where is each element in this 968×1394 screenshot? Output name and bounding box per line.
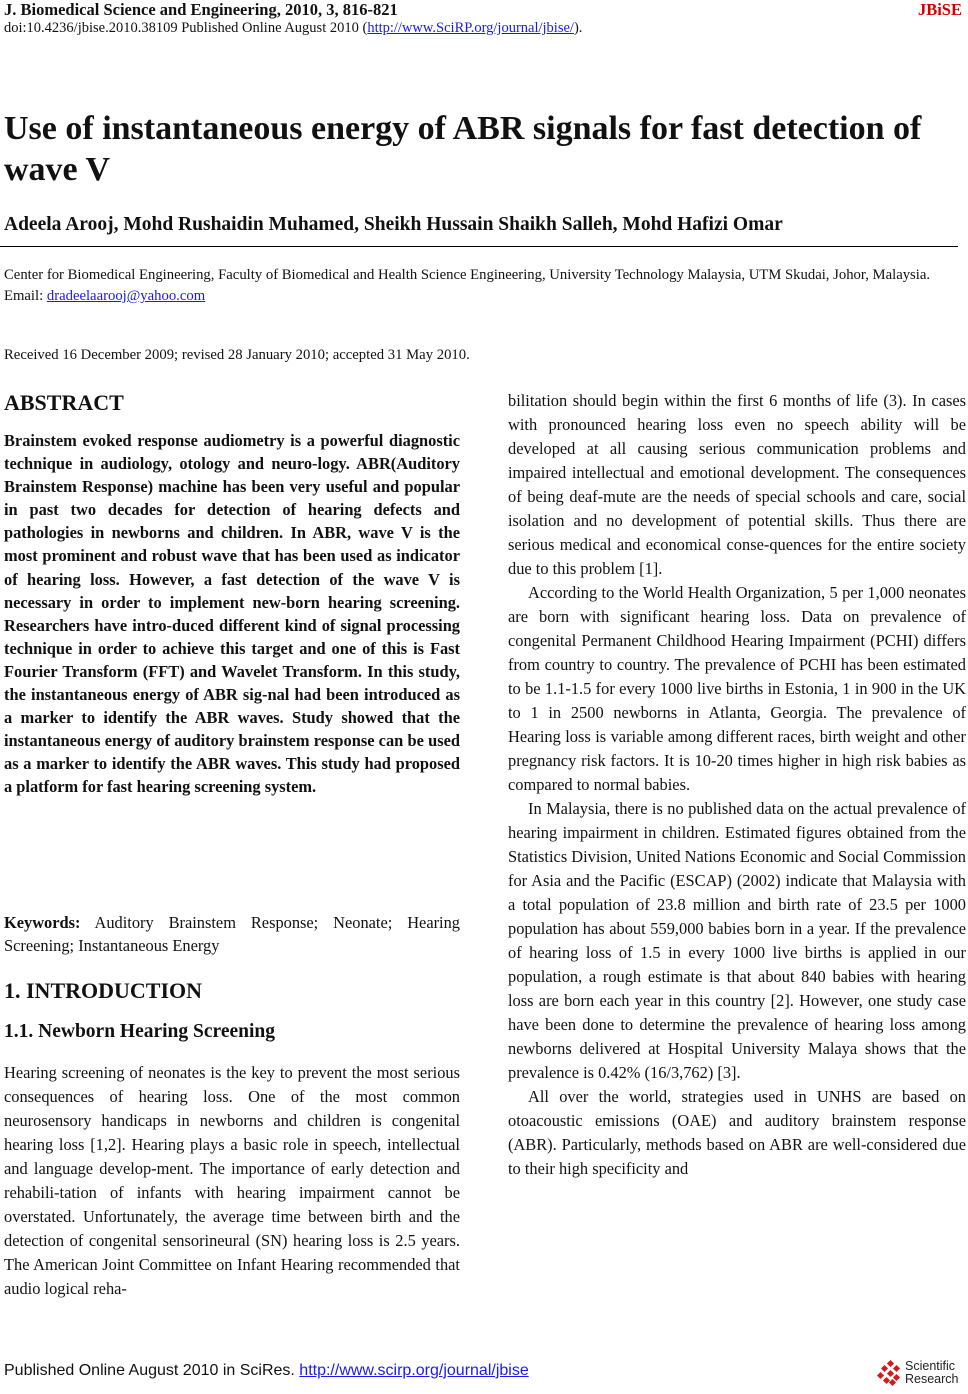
footer (4, 1362, 529, 1380)
section-heading-introduction: 1. INTRODUCTION (4, 978, 203, 1003)
publisher-logo (878, 1360, 959, 1386)
logo-text (905, 1360, 959, 1386)
affiliation-block (4, 265, 966, 307)
subsection-heading: 1.1. Newborn Hearing Screening (4, 1021, 276, 1042)
paragraph: According to the World Health Organization, 5 per 1,000 neonates are born with significant hearing loss. Data on prevalence of congenital Permanent Childhood Hearing Impairment (PCHI) differs from country to country. The prevalence of PCHI has been estimated to be 1.1-1.5 for every 1000 live births in Estonia, 1 in 900 in the UK to 1 in 2500 newborns in Atlanta, Georgia. The prevalence of Hearing loss is variable among different races, birth weight and other pregnancy risk factors. It is 10-20 times higher in high risk babies as compared to normal babies. (508, 583, 966, 794)
received-dates: Received 16 December 2009; revised 28 January 2010; accepted 31 May 2010. (4, 347, 470, 363)
paragraph: bilitation should begin within the first 6 months of life (3). In cases with pronounced hearing loss even no speech ability will be developed at all causing serious communication problems and impaired intellectual and emotional development. The consequences of being deaf-mute are the needs of special schools and care, social isolation and no development of potential skills. Thus there are serious medical and economical conse-quences for the entire society due to this problem [1]. (508, 391, 966, 578)
doi-line (4, 20, 582, 37)
journal-abbrev: JBiSE (917, 0, 962, 19)
affiliation: Center for Biomedical Engineering, Faculty of Biomedical and Health Science Engineering, University Technology Malaysia, UTM Skudai, Johor, Malaysia. (4, 267, 931, 283)
footer-link[interactable]: http://www.scirp.org/journal/jbise (299, 1362, 529, 1379)
email-line (4, 286, 966, 307)
keywords (4, 911, 460, 957)
keywords-text: Auditory Brainstem Response; Neonate; Hearing Screening; Instantaneous Energy (4, 913, 460, 955)
abstract-heading: ABSTRACT (4, 390, 124, 415)
logo-diamond-icon (878, 1361, 902, 1385)
doi-suffix: ). (573, 20, 583, 36)
logo-line-2: Research (905, 1372, 959, 1386)
doi-text: doi:10.4236/jbise.2010.38109 Published Online August 2010 ( (4, 20, 368, 36)
right-column (508, 389, 966, 1181)
abstract-text: Brainstem evoked response audiometry is a powerful diagnostic technique in audiology, otology and neuro-logy. ABR(Auditory Brainstem Response) machine has been very useful and popular in past two decades for detection of hearing defects and pathologies in newborns and children. In ABR, wave V is the most prominent and robust wave that has been used as indicator of hearing loss. However, a fast detection of the wave V is necessary in order to implement new-born hearing screening. Researchers have intro-duced different kind of signal processing technique in order to achieve this target and one of this is Fast Fourier Transform (FFT) and Wavelet Transform. In this study, the instantaneous energy of ABR sig-nal had been introduced as a marker to identify the ABR waves. Study showed that the instantaneous energy of auditory brainstem response can be used as a marker to identify the ABR waves. This study had proposed a platform for fast hearing screening system. (4, 431, 460, 797)
footer-text: Published Online August 2010 in SciRes. (4, 1362, 300, 1379)
email-label: Email: (4, 288, 47, 304)
journal-citation: J. Biomedical Science and Engineering, 2010, 3, 816-821 (4, 0, 398, 19)
paragraph: All over the world, strategies used in UNHS are based on otoacoustic emissions (OAE) and auditory brainstem response (ABR). Particularly, methods based on ABR are well-considered due to their high specificity and (508, 1087, 966, 1178)
logo-line-1: Scientific (905, 1359, 956, 1373)
intro-paragraph: Hearing screening of neonates is the key to prevent the most serious consequences of hearing loss. One of the most common neurosensory handicaps in newborns and children is congenital hearing loss [1,2]. Hearing plays a basic role in speech, intellectual and language develop-ment. The importance of early detection and rehabili-tation of infants with hearing impairment cannot be overstated. Unfortunately, the average time between birth and the detection of congenital sensorineural (SN) hearing loss is 2.5 years. The American Joint Committee on Infant Hearing recommended that audio logical reha- (4, 1063, 460, 1298)
paper-title: Use of instantaneous energy of ABR signals for fast detection of wave V (4, 110, 922, 188)
keywords-label: Keywords: (4, 913, 81, 932)
email-link[interactable]: dradeelaarooj@yahoo.com (46, 288, 206, 304)
journal-link[interactable]: http://www.SciRP.org/journal/jbise/ (367, 20, 574, 36)
paragraph: In Malaysia, there is no published data on the actual prevalence of hearing impairment in children. Estimated figures obtained from the Statistics Division, United Nations Economic and Social Commission for Asia and the Pacific (ESCAP) (2002) indicate that Malaysia with a total population of 23.8 million and birth rate of 23.5 per 1000 population has about 559,000 babies born in a year. If the prevalence of hearing loss of 1.5 in every 1000 live births is applied in our population, a rough estimate is that about 840 babies with hearing loss are born each year in this country [2]. However, one study case have been done to determine the prevalence of hearing loss among newborns delivered at Hospital University Malaya shows that the prevalence is 0.42% (16/3,762) [3]. (508, 799, 967, 1082)
title-divider (0, 246, 958, 247)
author-list: Adeela Arooj, Mohd Rushaidin Muhamed, Sheikh Hussain Shaikh Salleh, Mohd Hafizi Omar (4, 214, 783, 235)
